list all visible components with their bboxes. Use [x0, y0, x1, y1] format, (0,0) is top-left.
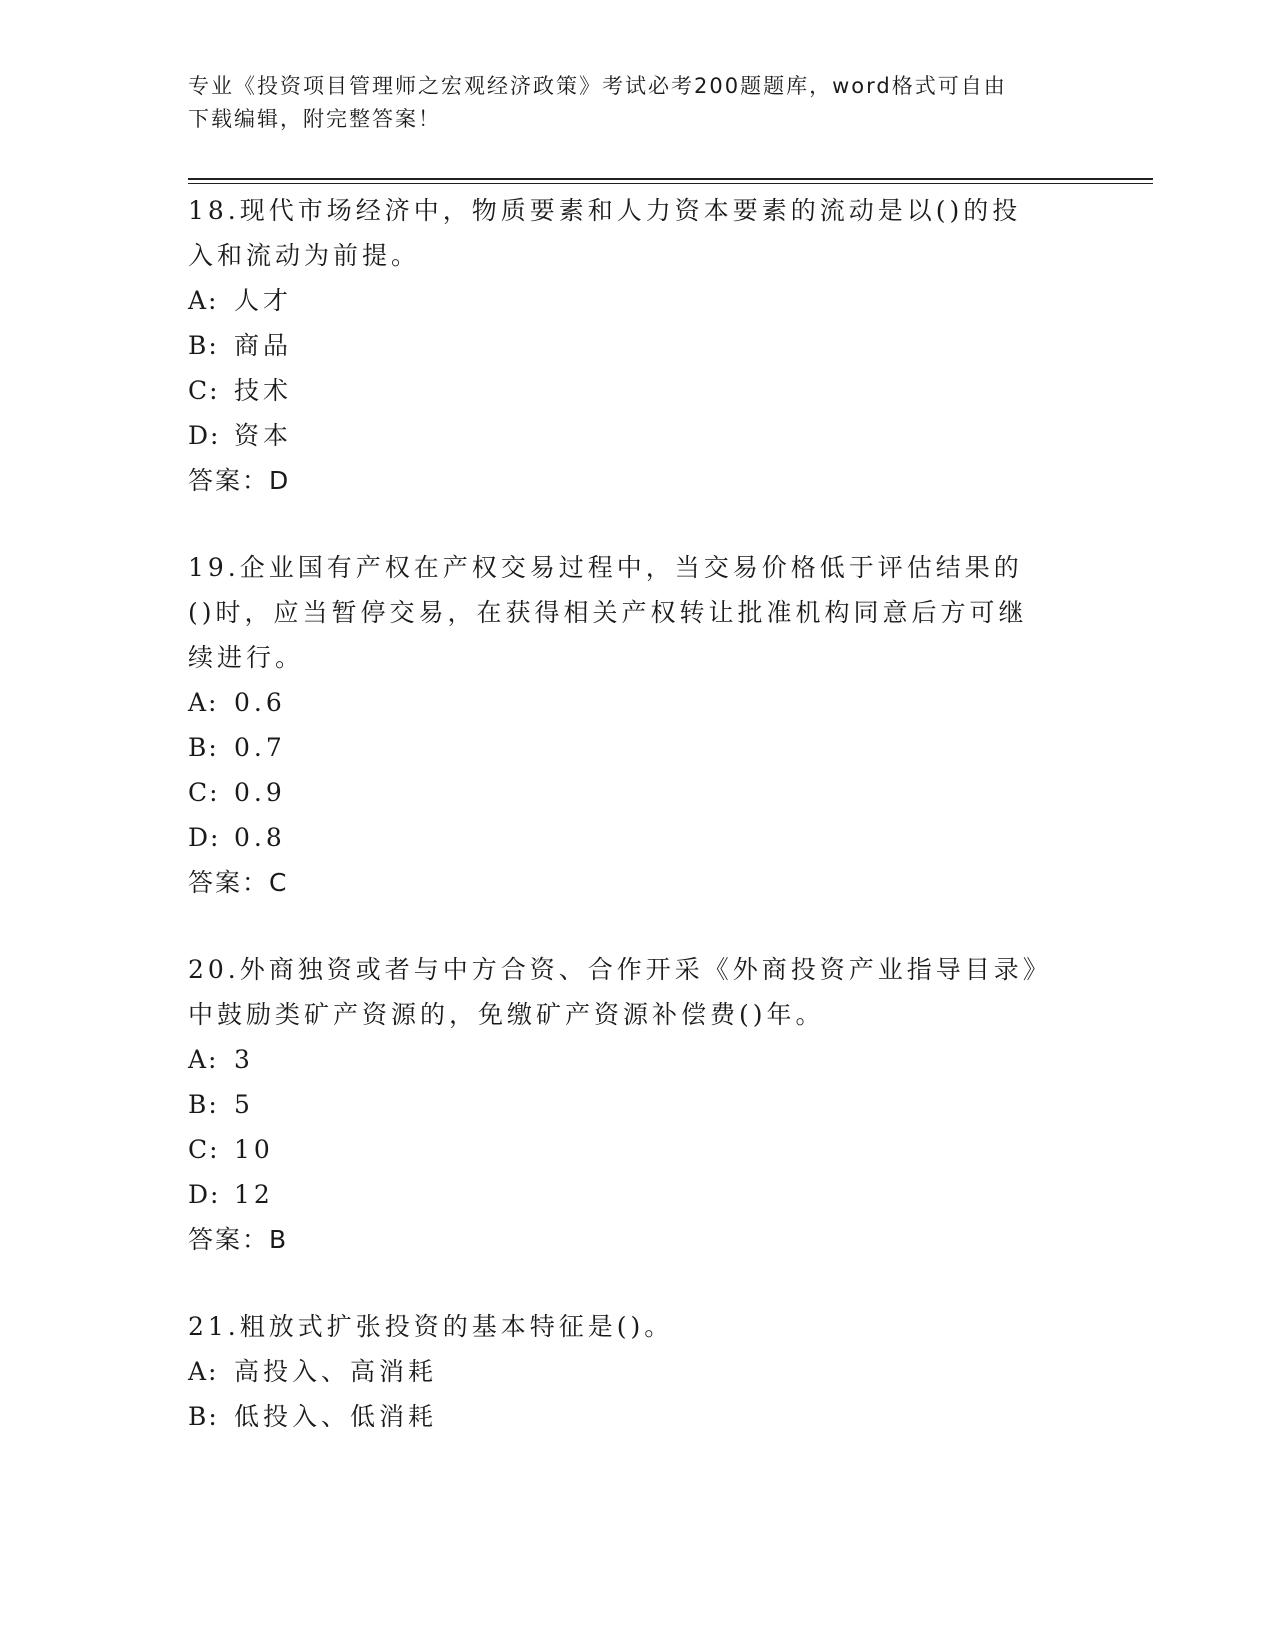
question-stem: 20.外商独资或者与中方合资、合作开采《外商投资产业指导目录》中鼓励类矿产资源的，免缴矿产资源补偿费()年。: [188, 955, 1040, 1029]
option-b: [188, 725, 1088, 770]
option-d: [188, 1172, 1088, 1217]
option-key: D:: [188, 1180, 221, 1209]
option-text: 0.7: [234, 733, 286, 762]
option-c: [188, 368, 1088, 413]
option-a: [188, 278, 1088, 323]
question-list: [188, 188, 1088, 1481]
question-stem: 18.现代市场经济中，物质要素和人力资本要素的流动是以()的投入和流动为前提。: [188, 196, 1022, 270]
option-text: 0.9: [234, 778, 286, 807]
question-21: [188, 1304, 1088, 1439]
header-divider: [188, 178, 1153, 184]
option-text: 0.8: [234, 823, 286, 852]
option-a: [188, 1037, 1088, 1082]
option-c: [188, 770, 1088, 815]
option-key: D:: [188, 421, 221, 450]
option-key: C:: [188, 778, 220, 807]
option-text: 低投入、低消耗: [234, 1402, 438, 1431]
header-line-2: 下载编辑，附完整答案！: [188, 107, 441, 131]
question-20: [188, 947, 1088, 1262]
answer-line: 答案：D: [188, 466, 291, 495]
option-key: A:: [188, 688, 219, 717]
option-text: 技术: [234, 376, 293, 405]
answer-line: 答案：C: [188, 868, 289, 897]
option-a: [188, 1349, 1088, 1394]
option-text: 12: [234, 1180, 274, 1209]
option-text: 10: [234, 1135, 274, 1164]
option-a: [188, 680, 1088, 725]
option-text: 3: [234, 1045, 254, 1074]
option-key: B:: [188, 331, 219, 360]
option-key: A:: [188, 1357, 219, 1386]
option-text: 商品: [234, 331, 293, 360]
option-key: B:: [188, 733, 219, 762]
option-text: 0.6: [234, 688, 286, 717]
option-c: [188, 1127, 1088, 1172]
option-text: 资本: [234, 421, 293, 450]
option-b: [188, 1394, 1088, 1439]
question-18: [188, 188, 1088, 503]
header-line-1: 专业《投资项目管理师之宏观经济政策》考试必考200题题库，word格式可自由: [188, 74, 1007, 98]
option-key: B:: [188, 1402, 219, 1431]
option-key: B:: [188, 1090, 219, 1119]
option-key: C:: [188, 1135, 220, 1164]
question-stem: 21.粗放式扩张投资的基本特征是()。: [188, 1312, 674, 1341]
option-key: A:: [188, 1045, 219, 1074]
option-text: 5: [234, 1090, 254, 1119]
option-key: C:: [188, 376, 220, 405]
option-text: 人才: [234, 286, 293, 315]
option-text: 高投入、高消耗: [234, 1357, 438, 1386]
document-header: [188, 70, 1068, 136]
question-19: [188, 545, 1088, 905]
question-stem: 19.企业国有产权在产权交易过程中，当交易价格低于评估结果的()时，应当暂停交易，在获得相关产权转让批准机构同意后方可继续进行。: [188, 553, 1028, 672]
option-key: D:: [188, 823, 221, 852]
option-b: [188, 323, 1088, 368]
option-key: A:: [188, 286, 219, 315]
answer-line: 答案：B: [188, 1225, 289, 1254]
option-b: [188, 1082, 1088, 1127]
option-d: [188, 413, 1088, 458]
option-d: [188, 815, 1088, 860]
